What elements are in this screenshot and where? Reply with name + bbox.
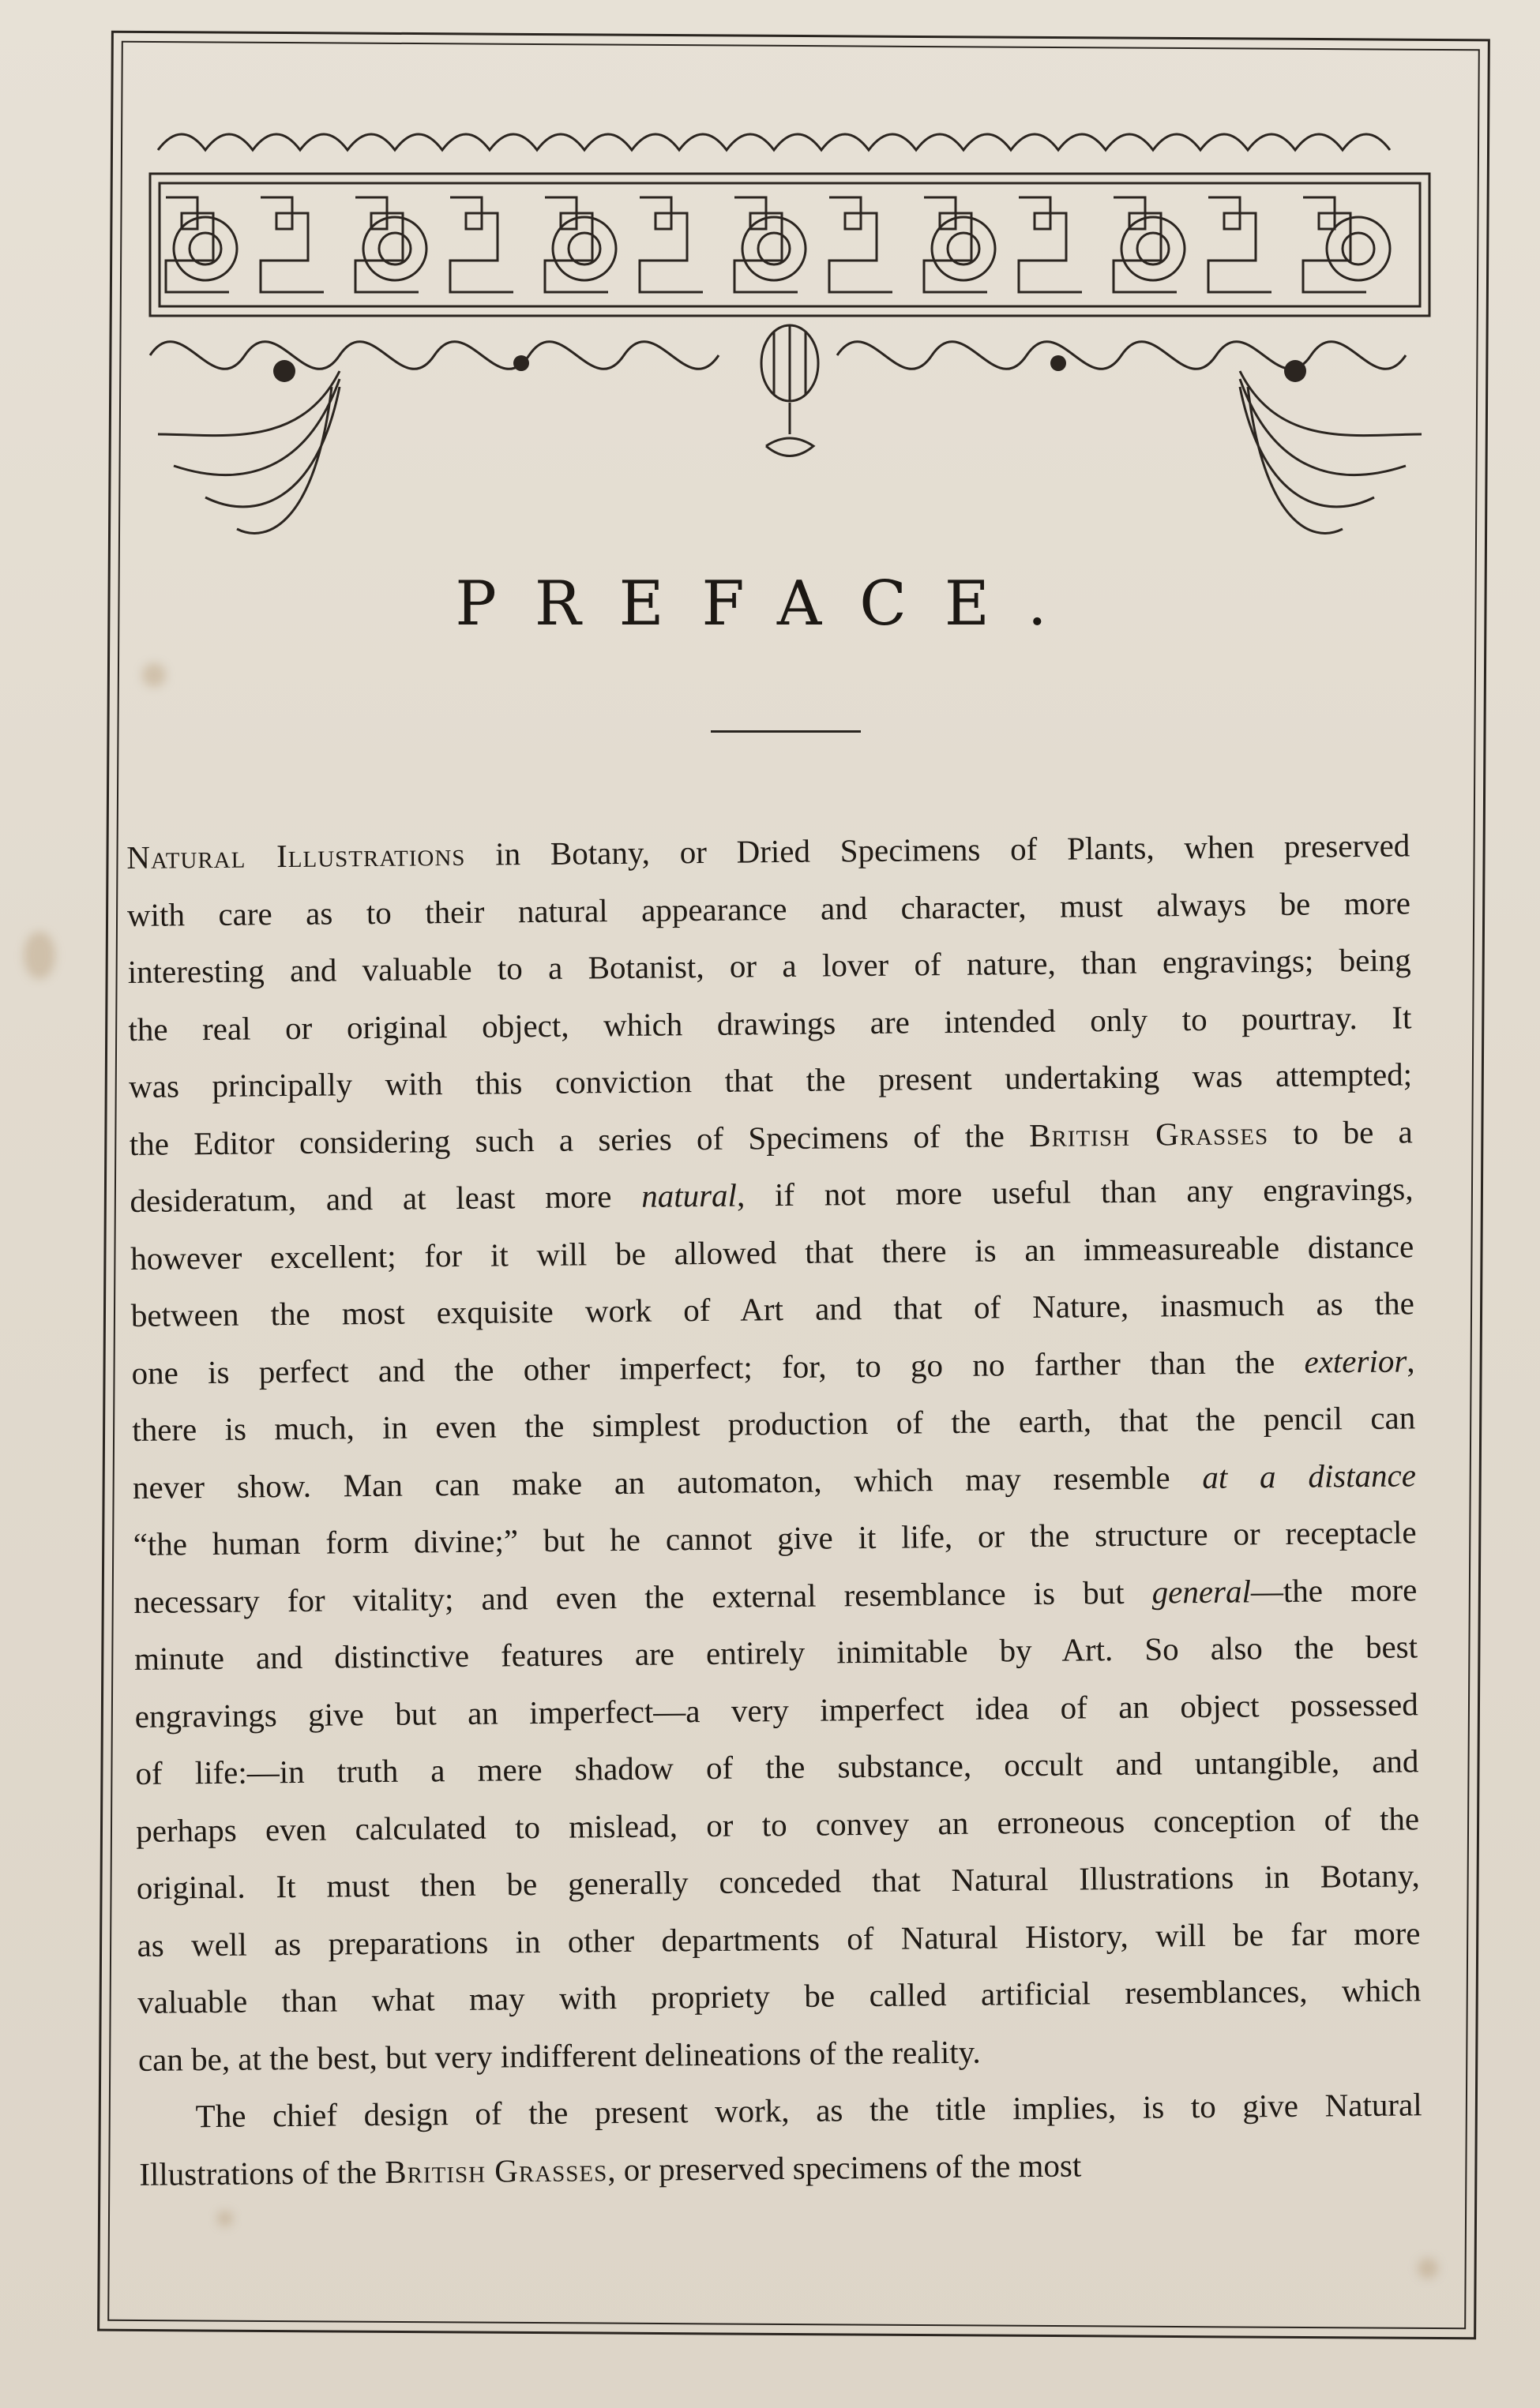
text-run: necessary for vitality; and even the external resemblance is but xyxy=(133,1573,1152,1620)
corner-flourish-right xyxy=(1240,371,1422,533)
text-run: , or preserved specimens of the most xyxy=(607,2146,1082,2188)
text-run: minute and distinctive features are entirely inimitable by Art. So also the best xyxy=(133,1628,1418,1677)
text-run: engravings give but an imperfect—a very imperfect idea of an object possessed xyxy=(134,1685,1418,1735)
text-run: valuable than what may with propriety be called artificial resemblances, which xyxy=(137,1971,1422,2020)
text-run: can be, at the best, but very indifferent delineations of the reality. xyxy=(137,2033,981,2078)
text-run: interesting and valuable to a Botanist, or a lover of nature, than engravings; being xyxy=(127,941,1411,990)
preface-text xyxy=(126,816,1423,2203)
text-run: in Botany, or Dried Specimens of Plants, when preserved xyxy=(465,827,1410,872)
hanging-lantern xyxy=(761,325,818,456)
text-run: Illustrations of the xyxy=(139,2153,385,2192)
text-run: with care as to their natural appearance and character, must always be more xyxy=(126,883,1411,933)
text-run: to be a xyxy=(1268,1112,1413,1151)
text-run: however excellent; for it will be allowed that there is an immeasureable distance xyxy=(130,1227,1414,1277)
corner-flourish-left xyxy=(158,371,340,533)
text-run: of life:—in truth a mere shadow of the substance, occult and untangible, and xyxy=(135,1742,1419,1791)
crest-row xyxy=(158,134,1390,150)
text-run: as well as preparations in other departments of Natural History, will be far more xyxy=(137,1914,1421,1964)
text-run: —the more xyxy=(1250,1570,1418,1609)
text-run: never show. Man can make an automaton, which may resemble xyxy=(132,1458,1203,1506)
scroll-band xyxy=(150,342,1406,369)
text-run: the real or original object, which drawings are intended only to pourtray. It xyxy=(128,998,1412,1048)
text-run: there is much, in even the simplest production of the earth, that the pencil can xyxy=(132,1399,1416,1448)
page-title: PREFACE. xyxy=(455,568,1085,640)
text-run: desideratum, and at least more xyxy=(130,1177,642,1219)
text-run: The chief design of the present work, as the title implies, is to give Natural xyxy=(195,2086,1422,2135)
title-rule xyxy=(711,730,861,733)
small-caps-text: Natural Illustrations xyxy=(126,835,466,876)
fret-band xyxy=(166,197,1366,292)
text-run: between the most exquisite work of Art and that of Nature, inasmuch as the xyxy=(130,1285,1415,1333)
text-run: one is perfect and the other imperfect; for, to go no farther than the xyxy=(131,1343,1305,1391)
text-run: was principally with this conviction that the present undertaking was attempted; xyxy=(128,1056,1413,1105)
text-run: “the human form divine;” but he cannot give it life, or the structure or receptacle xyxy=(133,1513,1417,1562)
italic-text: general xyxy=(1151,1572,1252,1611)
text-run: original. It must then be generally conceded that Natural Illustrations in Botany, xyxy=(136,1857,1421,1906)
text-run: , if not more useful than any engravings, xyxy=(736,1170,1414,1213)
small-caps-text: British Grasses xyxy=(384,2151,608,2190)
italic-text: at a distance xyxy=(1202,1456,1417,1495)
italic-text: exterior xyxy=(1304,1341,1407,1380)
text-run: the Editor considering such a series of Specimens of the xyxy=(129,1116,1030,1162)
text-run: perhaps even calculated to mislead, or to convey an erroneous conception of the xyxy=(135,1799,1420,1849)
text-run: , xyxy=(1407,1341,1415,1378)
ornamental-headpiece xyxy=(142,95,1437,561)
italic-text: natural xyxy=(640,1176,738,1214)
small-caps-text: British Grasses xyxy=(1028,1114,1269,1153)
foxing-stain xyxy=(24,932,55,979)
